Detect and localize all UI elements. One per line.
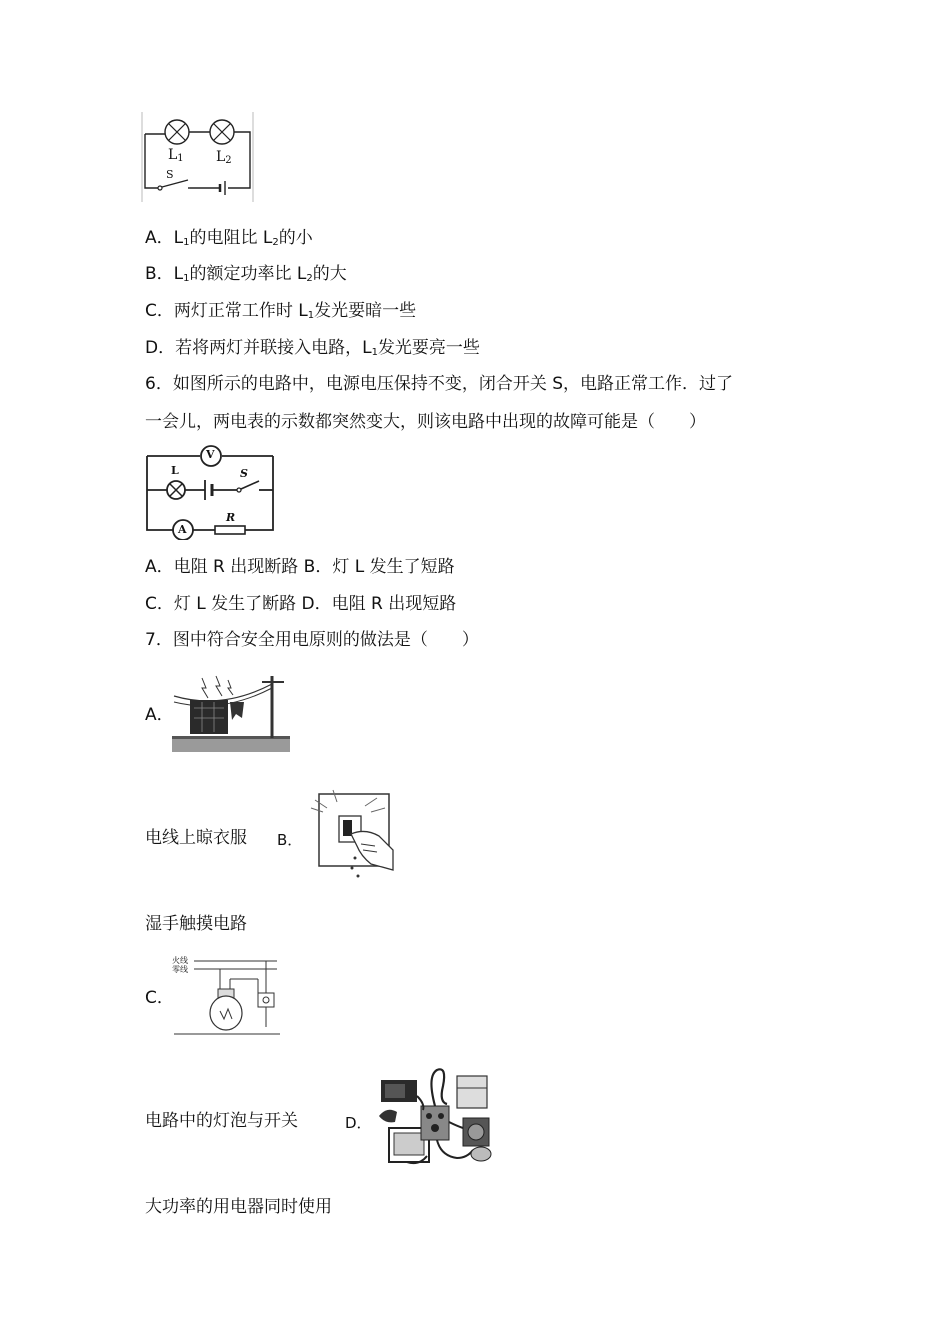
q5-circuit-figure xyxy=(140,112,256,202)
q7-option-b-image xyxy=(305,786,395,884)
q7-option-d-caption: 大功率的用电器同时使用 xyxy=(145,1197,332,1217)
q7-option-d-image xyxy=(377,1066,499,1170)
q6-options-line2: C．灯 L 发生了断路 D．电阻 R 出现短路 xyxy=(145,594,457,614)
q7-option-a-caption: 电线上晾衣服 xyxy=(145,828,247,848)
neutral-wire-label: 零线 xyxy=(172,965,188,974)
q5-option-c: C．两灯正常工作时 $L_1$发光要暗一些 xyxy=(145,301,417,321)
q7-option-b-label: B． xyxy=(277,831,303,849)
q5-option-d: D．若将两灯并联接入电路，$L_1$发光要亮一些 xyxy=(145,338,480,358)
q6-circuit-figure xyxy=(143,442,277,540)
q6-options-line1: A．电阻 R 出现断路 B．灯 L 发生了短路 xyxy=(145,557,455,577)
voltmeter-label: V xyxy=(206,448,215,461)
ammeter-label: A xyxy=(178,523,187,536)
q7-option-c-label: C． xyxy=(145,988,174,1008)
fire-wire-label: 火线 xyxy=(172,956,188,965)
q7-option-c-caption: 电路中的灯泡与开关 xyxy=(145,1111,298,1131)
q7-option-a-image xyxy=(172,668,292,754)
q7-stem: 7．图中符合安全用电原则的做法是（ ） xyxy=(145,630,479,650)
q6-stem-line2: 一会儿，两电表的示数都突然变大，则该电路中出现的故障可能是（ ） xyxy=(145,412,706,432)
switch-s-label: S xyxy=(166,168,174,181)
lamp-l2-label: $L_2$ xyxy=(216,149,232,166)
q7-option-d-label: D． xyxy=(345,1114,372,1132)
lamp-l1-label: $L_1$ xyxy=(168,147,184,164)
switch-s-label: S xyxy=(240,467,248,480)
q7-option-c-image xyxy=(172,955,282,1037)
lamp-l-label: L xyxy=(171,464,179,477)
resistor-r-label: R xyxy=(226,511,236,524)
q7-option-b-caption: 湿手触摸电路 xyxy=(145,914,247,934)
q5-option-b: B．$L_1$的额定功率比 $L_2$的大 xyxy=(145,264,347,284)
q5-option-a: A．$L_1$的电阻比 $L_2$的小 xyxy=(145,228,313,248)
q7-option-a-label: A． xyxy=(145,705,174,725)
q6-stem-line1: 6．如图所示的电路中，电源电压保持不变，闭合开关 S，电路正常工作．过了 xyxy=(145,374,734,394)
